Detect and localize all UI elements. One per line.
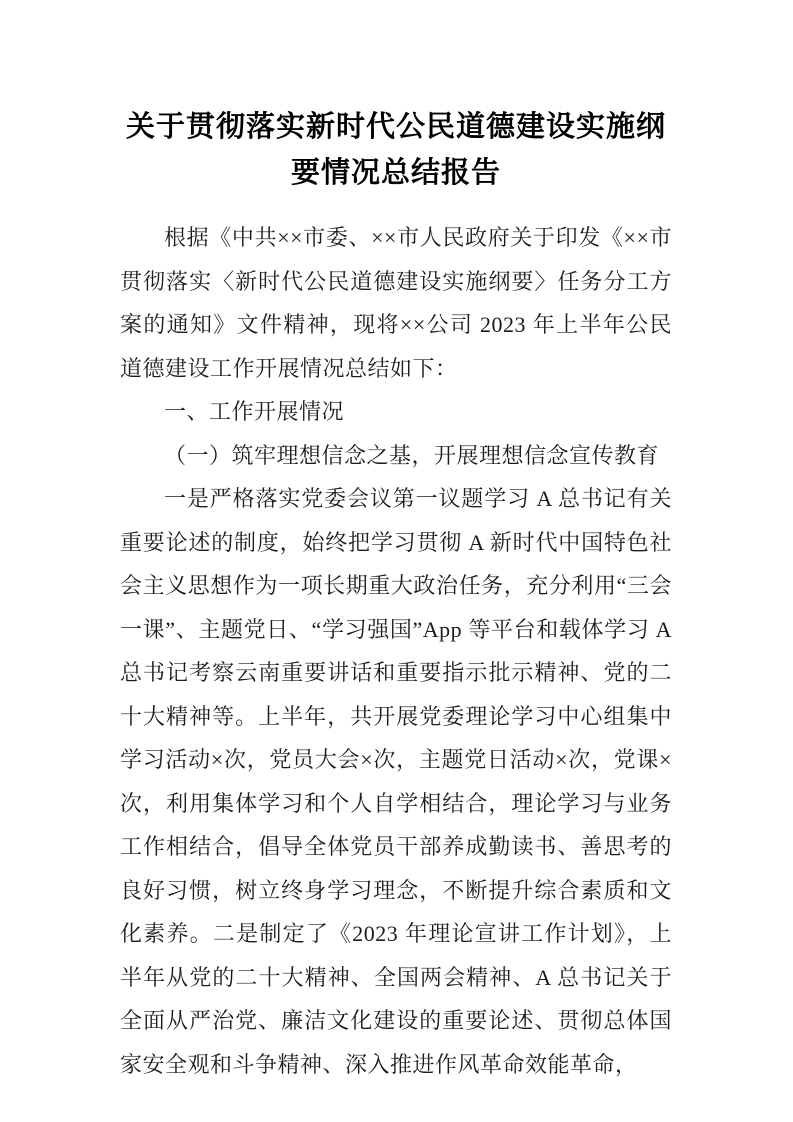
document-title bbox=[120, 104, 672, 196]
paragraph-subsection-heading: （一）筑牢理想信念之基，开展理想信念宣传教育 bbox=[164, 442, 660, 468]
paragraph-intro: 根据《中共××市委、××市人民政府关于印发《××市贯彻落实〈新时代公民道德建设实施纲要〉任务分工方案的通知》文件精神，现将××公司 2023 年上半年公民道德建设工作开展情况总结如下： bbox=[120, 225, 672, 381]
document-title-line-1: 关于贯彻落实新时代公民道德建设实施纲 bbox=[125, 111, 666, 143]
document-body bbox=[120, 216, 672, 1086]
document-title-line-2: 要情况总结报告 bbox=[290, 157, 501, 189]
paragraph-section-heading: 一、工作开展情况 bbox=[164, 399, 345, 424]
paragraph-body-detail: 一是严格落实党委会议第一议题学习 A 总书记有关重要论述的制度，始终把学习贯彻 A 新时代中国特色社会主义思想作为一项长期重大政治任务，充分利用“三会一课”、主题党日、“学习强国”App 等平台和载体学习 A 总书记考察云南重要讲话和重要指示批示精神、党的二十大精神等。上半年，共开展党委理论学习中心组集中学习活动×次，党员大会×次，主题党日活动×次，党课×次，利用集体学习和个人自学相结合，理论学习与业务工作相结合，倡导全体党员干部养成勤读书、善思考的良好习惯，树立终身学习理念，不断提升综合素质和文化素养。二是制定了《2023 年理论宣讲工作计划》，上半年从党的二十大精神、全国两会精神、A 总书记关于全面从严治党、廉洁文化建设的重要论述、贯彻总体国家安全观和斗争精神、深入推进作风革命效能革命， bbox=[120, 486, 672, 1077]
